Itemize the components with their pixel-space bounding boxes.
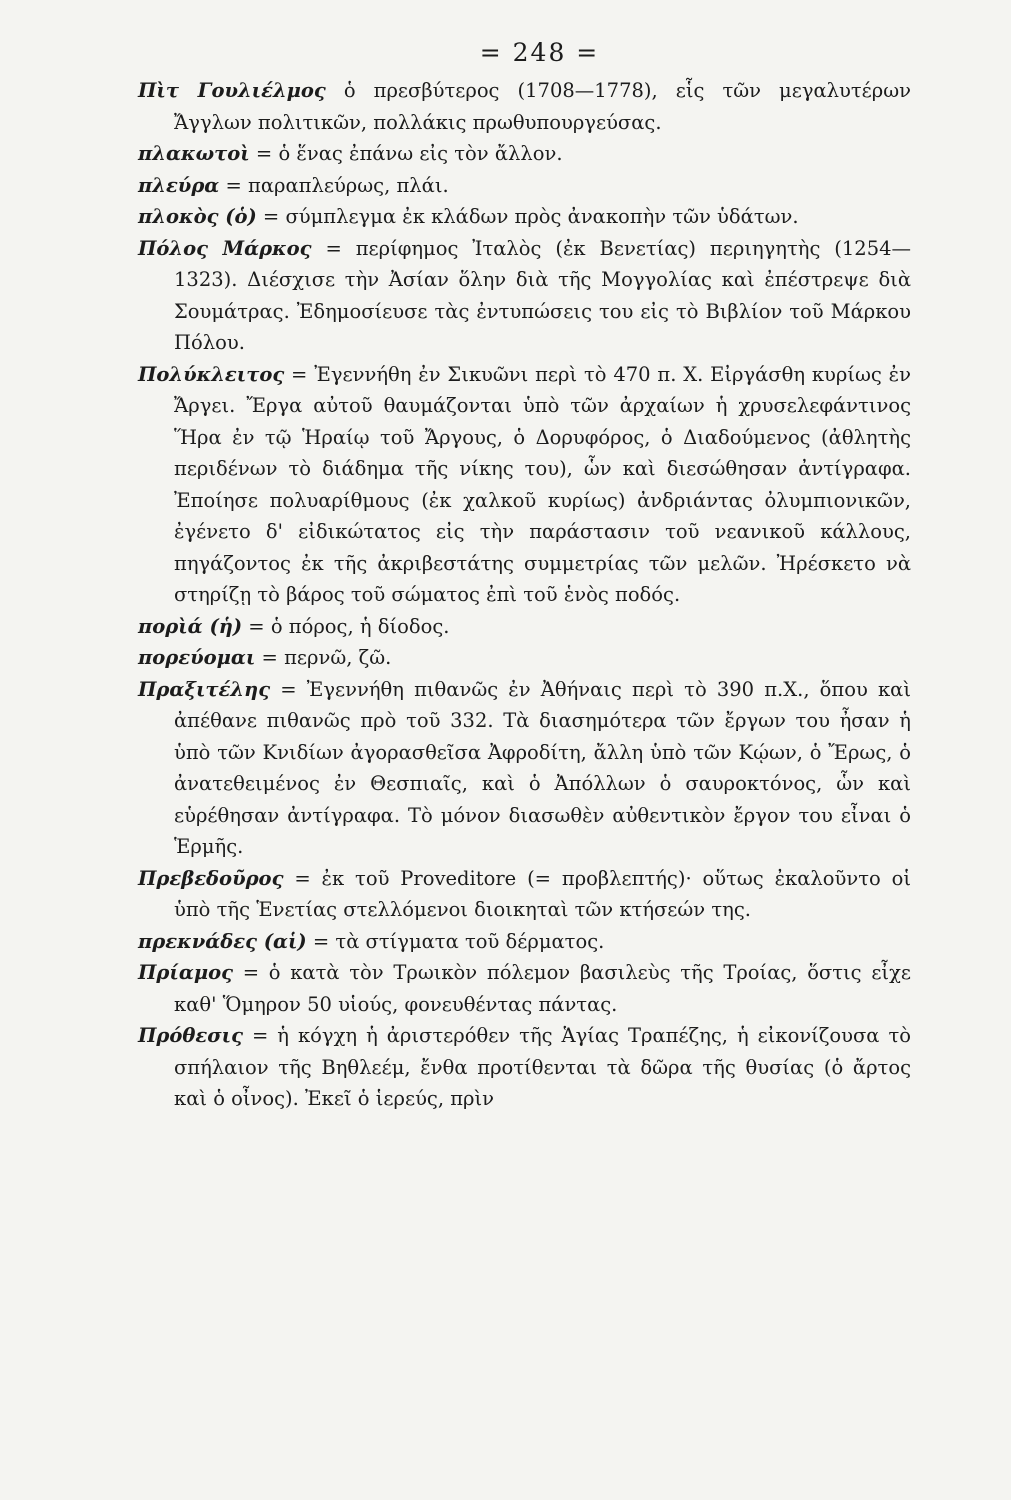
glossary-entry xyxy=(138,233,911,359)
glossary-entry xyxy=(138,863,911,926)
glossary-entry xyxy=(138,201,911,233)
entry-definition: = παραπλεύρως, πλάι. xyxy=(219,173,449,197)
glossary-entries xyxy=(138,75,911,1115)
entry-definition: = σύμπλεγμα ἐκ κλάδων πρὸς ἀνακοπὴν τῶν ὑδάτων. xyxy=(256,205,799,228)
page-number: = 248 = xyxy=(479,38,600,67)
entry-headword: πορὶά (ἡ) xyxy=(138,614,243,638)
entry-definition: = Ἐγεννήθη ἐν Σικυῶνι περὶ τὸ 470 π. Χ. Εἰργάσθη κυρίως ἐν Ἄργει. Ἔργα αὐτοῦ θαυμάζονται ὑπὸ τῶν ἀρχαίων ἡ χρυσελεφάντινος Ἥρα ἐν τῷ Ἡραίῳ τοῦ Ἄργους, ὁ Δορυφόρος, ὁ Διαδούμενος (ἀθλητὴς περιδένων τὸ διάδημα τῆς νίκης του), ὧν καὶ διεσώθησαν ἀντίγραφα. Ἐποίησε πολυαρίθμους (ἐκ χαλκοῦ κυρίως) ἀνδριάντας ὀλυμπιονικῶν, ἐγένετο δ' εἰδικώτατος εἰς τὴν παράστασιν τοῦ νεανικοῦ κάλλους, πηγάζοντος ἐκ τῆς ἀκριβεστάτης συμμετρίας τῶν μελῶν. Ἠρέσκετο νὰ στηρίζῃ τὸ βάρος τοῦ σώματος ἐπὶ τοῦ ἑνὸς ποδός. xyxy=(174,362,911,606)
entry-headword: Πολύκλειτος xyxy=(138,362,285,386)
entry-headword: Πραξιτέλης xyxy=(138,677,271,701)
glossary-entry xyxy=(138,138,911,170)
entry-headword: Πρεβεδοῦρος xyxy=(138,866,284,890)
entry-headword: Πόλος Μάρκος xyxy=(138,236,312,260)
entry-headword: πλοκὸς (ὁ) xyxy=(138,205,257,228)
entry-definition: = ὁ ἕνας ἐπάνω εἰς τὸν ἄλλον. xyxy=(249,142,563,165)
entry-definition: = Ἐγεννήθη πιθανῶς ἐν Ἀθήναις περὶ τὸ 390 π.Χ., ὅπου καὶ ἀπέθανε πιθανῶς πρὸ τοῦ 332. Τὰ διασημότερα τῶν ἔργων του ἦσαν ἡ ὑπὸ τῶν Κνιδίων ἀγορασθεῖσα Ἀφροδίτη, ἄλλη ὑπὸ τῶν Κῴων, ὁ Ἔρως, ὁ ἀνατεθειμένος ἐν Θεσπιαῖς, καὶ ὁ Ἀπόλλων ὁ σαυροκτόνος, ὧν καὶ εὑρέθησαν ἀντίγραφα. Τὸ μόνον διασωθὲν αὐθεντικὸν ἔργον του εἶναι ὁ Ἑρμῆς. xyxy=(174,677,911,858)
entry-definition: = ὁ κατὰ τὸν Τρωικὸν πόλεμον βασιλεὺς τῆς Τροίας, ὅστις εἶχε καθ' Ὅμηρον 50 υἱούς, φονευθέντας πάντας. xyxy=(174,961,911,1016)
entry-headword: πλακωτοὶ xyxy=(138,142,250,165)
entry-headword: Πὶτ Γουλιέλμος xyxy=(138,79,326,102)
glossary-entry xyxy=(138,611,911,643)
entry-definition: = ὁ πόρος, ἡ δίοδος. xyxy=(242,614,450,638)
entry-definition: = τὰ στίγματα τοῦ δέρματος. xyxy=(306,929,605,953)
entry-headword: Πρίαμος xyxy=(138,961,233,984)
glossary-entry xyxy=(138,957,911,1020)
entry-definition: = ἡ κόγχη ἡ ἀριστερόθεν τῆς Ἁγίας Τραπέζης, ἡ εἰκονίζουσα τὸ σπήλαιον τῆς Βηθλεέμ, ἔνθα προτίθενται τὰ δῶρα τῆς θυσίας (ὁ ἄρτος καὶ ὁ οἶνος). Ἐκεῖ ὁ ἱερεύς, πρὶν xyxy=(174,1024,911,1110)
entry-definition: = περίφημος Ἰταλὸς (ἐκ Βενετίας) περιηγητὴς (1254—1323). Διέσχισε τὴν Ἀσίαν ὅλην διὰ τῆς Μογγολίας καὶ ἐπέστρεψε διὰ Σουμάτρας. Ἐδημοσίευσε τὰς ἐντυπώσεις του εἰς τὸ Βιβλίον τοῦ Μάρκου Πόλου. xyxy=(174,236,912,354)
entry-headword: πορεύομαι xyxy=(138,646,256,669)
glossary-entry xyxy=(138,674,911,863)
entry-definition: = ἐκ τοῦ Proveditore (= προβλεπτής)· οὕτως ἐκαλοῦντο οἱ ὑπὸ τῆς Ἑνετίας στελλόμενοι διοικηταὶ τῶν κτήσεών της. xyxy=(174,866,911,921)
glossary-entry xyxy=(138,1020,911,1115)
entry-headword: πλεύρα xyxy=(138,173,220,197)
glossary-entry xyxy=(138,359,911,611)
glossary-entry xyxy=(138,642,911,674)
glossary-entry xyxy=(138,926,911,958)
glossary-entry xyxy=(138,75,911,138)
entry-headword: πρεκνάδες (αἱ) xyxy=(138,929,307,953)
entry-headword: Πρόθεσις xyxy=(138,1024,243,1047)
entry-definition: = περνῶ, ζῶ. xyxy=(255,646,392,669)
entry-definition: ὁ πρεσβύτερος (1708—1778), εἷς τῶν μεγαλυτέρων Ἄγγλων πολιτικῶν, πολλάκις πρωθυπουργεύσας. xyxy=(174,79,911,134)
glossary-entry xyxy=(138,170,911,202)
